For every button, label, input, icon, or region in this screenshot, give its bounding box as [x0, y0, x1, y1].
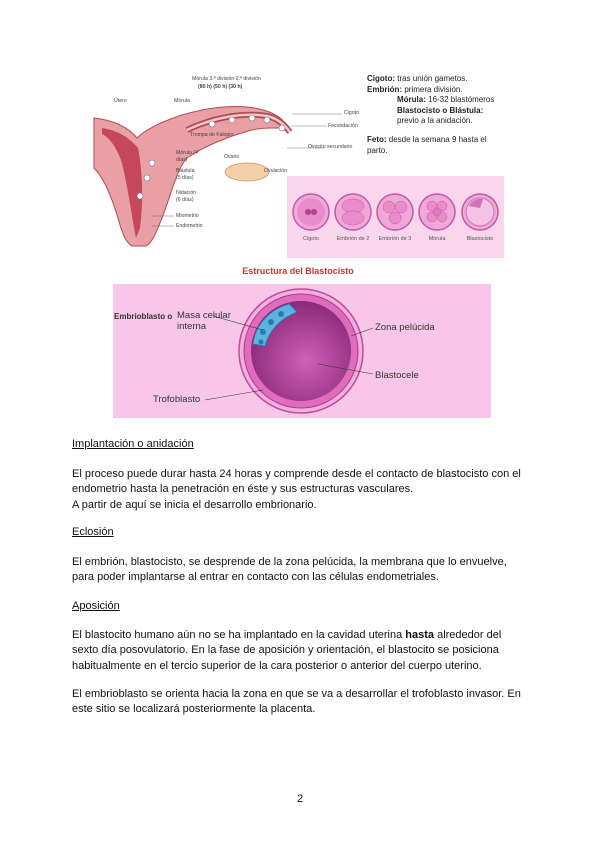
label-ovulacion: Ovulación — [264, 168, 288, 174]
cell-label-0: Cigoto — [303, 236, 319, 242]
cell-stages-illustration — [287, 176, 504, 258]
label-morula-top: Mórula — [174, 98, 190, 104]
para-implantacion: El proceso puede durar hasta 24 horas y comprende desde el contacto de blastocisto con el endometrio hasta la penetración en éste y sus estructuras vasculares. A partir de aquí se inicia el desarrollo embrionario. — [72, 468, 521, 511]
blastocyst-title: Estructura del Blastocisto — [242, 266, 354, 276]
page-number: 2 — [296, 793, 304, 805]
label-ovocito: Ovocito secundario — [308, 144, 353, 150]
cell-label-1: Embrión de 2 — [336, 236, 370, 242]
label-fecundacion: Fecundación — [328, 123, 358, 129]
label-blastula: Blástula (5 días) — [176, 168, 195, 181]
label-ovario: Ovario — [224, 154, 240, 160]
heading-aposicion: Aposición — [72, 600, 120, 612]
heading-eclosion: Eclosión — [72, 526, 114, 538]
label-cigoto: Cigoto — [344, 110, 359, 116]
note-feto: Feto: desde la semana 9 hasta el parto. — [367, 134, 487, 155]
label-endometrio: Endometrio — [176, 223, 203, 229]
heading-implantacion: Implantación o anidación — [72, 438, 194, 450]
label-interna: interna — [177, 321, 207, 332]
para-aposicion-1: El blastocito humano aún no se ha implantado en la cavidad uterina hasta alrededor del sexto día posovulatorio. En la fase de aposición y orientación, el blastocito se posiciona habitualmente en el tercio superior de la cara posterior o anterior del cuerpo uterino. — [72, 629, 502, 672]
note-blastocisto-text: previo a la anidación. — [397, 116, 473, 126]
label-division-hours: (80 h) (50 h) (30 h) — [198, 84, 243, 90]
label-trofoblasto: Trofoblasto — [153, 394, 201, 405]
label-miometrio: Miometrio — [176, 213, 199, 219]
label-utero: Útero — [114, 98, 127, 104]
label-nidacion: Nidación (6 días) — [176, 190, 197, 203]
para-aposicion-2: El embrioblasto se orienta hacia la zona en que se va a desarrollar el trofoblasto invasor. En este sitio se localizará posteriormente la placenta. — [72, 688, 521, 716]
cell-label-3: Mórula — [428, 236, 446, 242]
cell-label-2: Embrión de 3 — [378, 236, 412, 242]
note-blastocisto: Blastocisto o Blástula: — [397, 105, 484, 115]
note-cigoto: Cigoto: tras unión gametos. — [367, 74, 468, 83]
stage-notes — [367, 74, 507, 156]
label-embrioblasto: Embrioblasto o — [114, 312, 173, 321]
label-blastocele: Blastocele — [375, 370, 419, 381]
label-zona-pelucida: Zona pelúcida — [375, 322, 435, 333]
note-morula: Mórula: 16-32 blastómeros — [397, 95, 495, 105]
cell-label-4: Blastocisto — [466, 236, 494, 242]
label-morula-side: Mórula (4 días) — [176, 150, 198, 163]
uterus-development-figure — [92, 68, 504, 258]
label-trompa: Trompa de Falopio — [190, 132, 234, 138]
cell-stages-panel — [287, 176, 504, 258]
note-embrion: Embrión: primera división. — [367, 84, 463, 94]
label-masa-celular: Masa celular — [177, 310, 231, 321]
para-eclosion: El embrión, blastocisto, se desprende de la zona pelúcida, la membrana que lo envuelve, para poder implantarse al entrar en contacto con las células endometriales. — [72, 556, 507, 584]
label-morula-division: Mórula 3.ª división 2.ª división — [192, 76, 261, 82]
blastocyst-figure — [113, 284, 491, 418]
